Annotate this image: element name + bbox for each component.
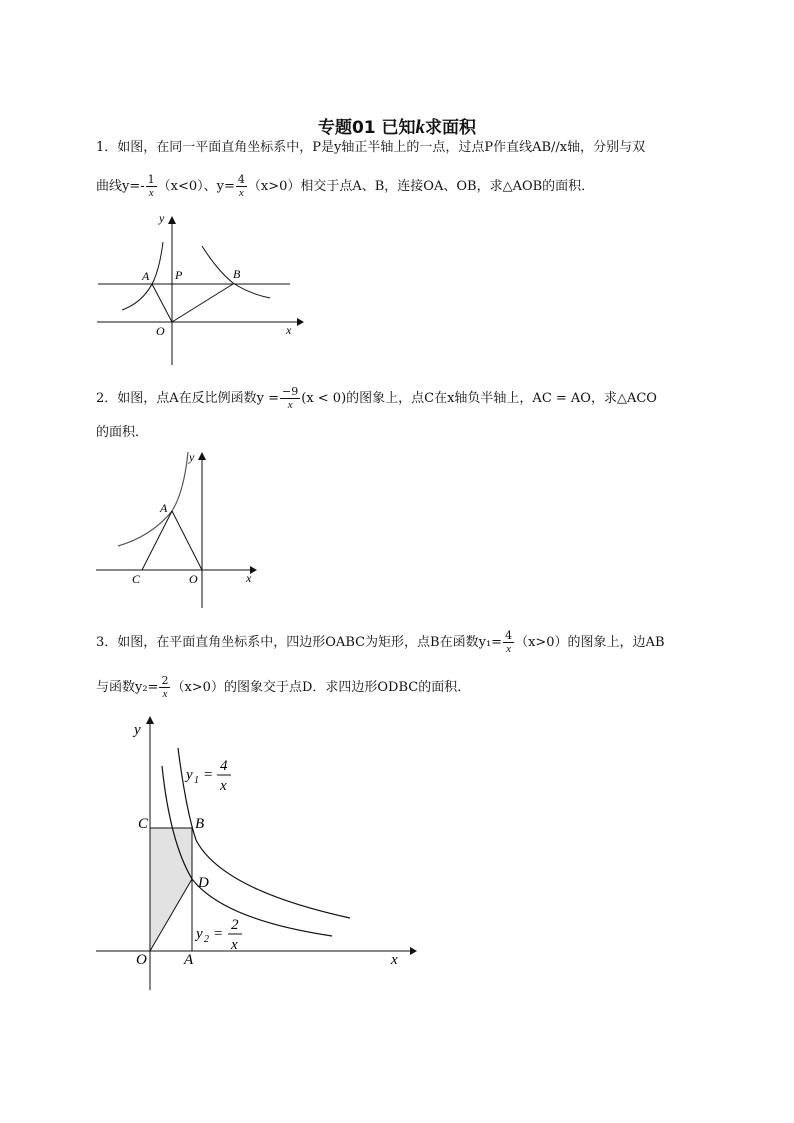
y2-equals: = xyxy=(213,926,224,942)
y2-numerator: 2 xyxy=(231,917,239,933)
title-suffix: 求面积 xyxy=(425,118,477,138)
y2-var: y xyxy=(196,926,203,942)
problem2-line2: 的面积． xyxy=(96,425,149,440)
label-x: x xyxy=(246,571,252,585)
problem3-frac1 xyxy=(503,630,514,655)
label-p: P xyxy=(175,268,183,282)
label-x: x xyxy=(286,323,292,337)
frac-denominator: x xyxy=(506,643,511,655)
y2-denominator: x xyxy=(231,937,238,953)
label-b: B xyxy=(233,267,241,281)
y-axis-arrow xyxy=(168,216,176,224)
y1-denominator: x xyxy=(220,778,227,794)
y2-subscript: 2 xyxy=(204,934,209,945)
problem3-line1-b: （x>0）的图象上，边AB xyxy=(515,635,665,650)
title-k: k xyxy=(415,117,426,138)
frac-denominator: x xyxy=(148,187,154,199)
problem1-line2 xyxy=(96,174,716,199)
problem3-figure xyxy=(92,710,422,995)
y1-equals: = xyxy=(203,767,214,783)
title-prefix: 专题01 已知 xyxy=(317,118,416,138)
problem1-frac1 xyxy=(146,174,157,199)
problem2-line1-a: 2．如图，点A在反比例函数y = xyxy=(96,391,280,406)
label-y: y xyxy=(189,450,195,464)
frac-denominator: x xyxy=(287,399,293,411)
segment-ob xyxy=(172,284,233,322)
label-d: D xyxy=(198,875,209,891)
frac-numerator: −9 xyxy=(282,385,299,398)
label-y2-eq xyxy=(194,917,242,953)
y-axis-arrow xyxy=(198,452,206,460)
problem2-line1-b: (x < 0)的图象上，点C在x轴负半轴上，AC = AO，求△ACO xyxy=(301,391,657,406)
label-a: A xyxy=(184,952,194,968)
problem1-frac2 xyxy=(236,174,247,199)
label-a: A xyxy=(160,501,168,515)
frac-numerator: 4 xyxy=(237,173,245,186)
frac-numerator: 4 xyxy=(505,629,513,642)
problem2-figure xyxy=(92,448,262,608)
segment-ac xyxy=(142,511,172,570)
problem3-line1 xyxy=(96,630,716,655)
label-y: y xyxy=(134,722,141,738)
problem1-figure xyxy=(92,210,312,370)
problem1-line1: 1．如图，在同一平面直角坐标系中，P是y轴正半轴上的一点，过点P作直线AB//x轴，分别与双 xyxy=(96,140,646,155)
label-o: O xyxy=(136,952,147,968)
problem2-line1 xyxy=(96,386,716,411)
problem3-line2-b: （x>0）的图象交于点D．求四边形ODBC的面积． xyxy=(171,680,471,695)
x-axis-arrow xyxy=(297,318,304,326)
frac-denominator: x xyxy=(238,187,244,199)
segment-oa xyxy=(152,284,172,322)
label-b: B xyxy=(195,816,205,832)
y1-subscript: 1 xyxy=(194,775,199,786)
hyperbola xyxy=(118,452,188,546)
x-axis-arrow xyxy=(410,947,417,955)
frac-numerator: 1 xyxy=(147,173,155,186)
label-x: x xyxy=(391,952,398,968)
problem1-line2-c: （x>0）相交于点A、B，连接OA、OB，求△AOB的面积． xyxy=(247,179,595,194)
label-o: O xyxy=(189,572,198,586)
y-axis-arrow xyxy=(146,716,154,724)
problem3-line1-a: 3．如图，在平面直角坐标系中，四边形OABC为矩形，点B在函数y₁= xyxy=(96,635,503,650)
segment-ao xyxy=(172,511,202,570)
y1-var: y xyxy=(186,767,193,783)
problem2-frac xyxy=(280,386,300,411)
label-c: C xyxy=(138,816,149,832)
label-c: C xyxy=(132,572,141,586)
label-a: A xyxy=(142,269,150,283)
label-y1-eq xyxy=(184,758,231,794)
page-title xyxy=(0,113,794,139)
problem1-line2-b: （x<0）、y= xyxy=(157,179,235,194)
problem3-frac2 xyxy=(159,675,170,700)
y1-numerator: 4 xyxy=(220,758,228,774)
problem3-line2 xyxy=(96,675,716,700)
label-o: O xyxy=(156,324,165,338)
frac-denominator: x xyxy=(162,688,168,700)
problem3-line2-a: 与函数y₂= xyxy=(96,680,159,695)
label-y: y xyxy=(159,211,165,225)
problem1-line2-a: 曲线y=- xyxy=(96,179,145,194)
frac-numerator: 2 xyxy=(161,674,169,687)
